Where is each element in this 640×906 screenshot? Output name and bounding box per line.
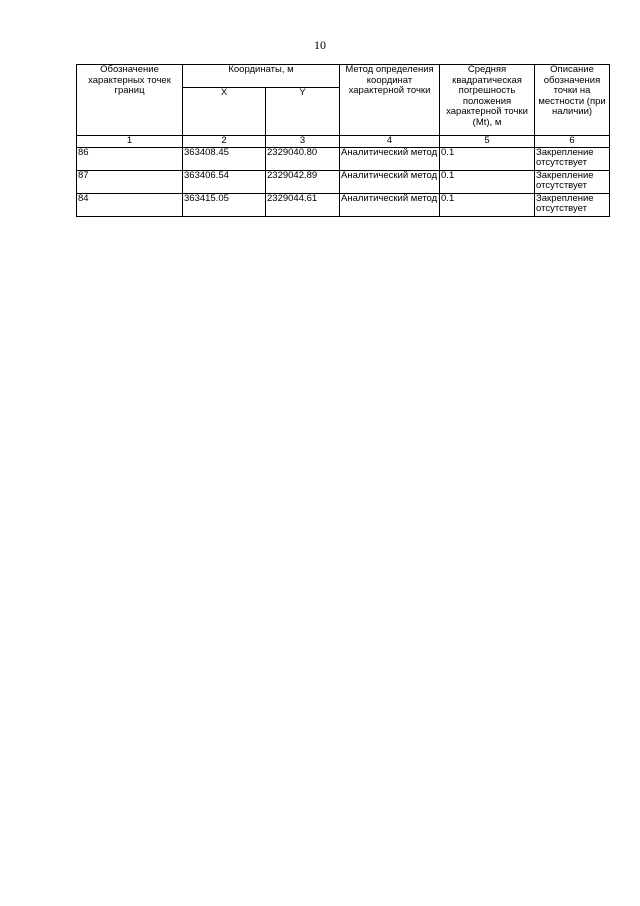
column-number: 6: [535, 136, 610, 148]
table-row: [77, 193, 610, 216]
x-cell: 363406.54: [183, 170, 266, 193]
column-number: 2: [183, 136, 266, 148]
column-number: 5: [440, 136, 535, 148]
header-y: Y: [266, 88, 340, 136]
point-cell: 84: [77, 193, 183, 216]
header-method: Метод определения координат характерной точки: [340, 65, 440, 136]
description-cell: Закрепление отсутствует: [535, 170, 610, 193]
error-cell: 0.1: [440, 147, 535, 170]
description-cell: Закрепление отсутствует: [535, 193, 610, 216]
method-cell: Аналитический метод: [340, 193, 440, 216]
column-number: 3: [266, 136, 340, 148]
table-header-row: [77, 65, 610, 88]
y-cell: 2329040.80: [266, 147, 340, 170]
header-mean-error: Средняя квадратическая погрешность положения характерной точки (Mt), м: [440, 65, 535, 136]
column-number: 4: [340, 136, 440, 148]
point-cell: 87: [77, 170, 183, 193]
header-coordinates: Координаты, м: [183, 65, 340, 88]
header-x: X: [183, 88, 266, 136]
y-cell: 2329042.89: [266, 170, 340, 193]
coordinates-table: [76, 64, 610, 217]
table-row: [77, 170, 610, 193]
y-cell: 2329044.61: [266, 193, 340, 216]
table-row: [77, 147, 610, 170]
page-number: 10: [314, 38, 326, 52]
method-cell: Аналитический метод: [340, 170, 440, 193]
error-cell: 0.1: [440, 170, 535, 193]
x-cell: 363408.45: [183, 147, 266, 170]
column-number: 1: [77, 136, 183, 148]
column-number-row: [77, 136, 610, 148]
header-point-designation: Обозначение характерных точек границ: [77, 65, 183, 136]
description-cell: Закрепление отсутствует: [535, 147, 610, 170]
error-cell: 0.1: [440, 193, 535, 216]
header-description: Описание обозначения точки на местности (при наличии): [535, 65, 610, 136]
method-cell: Аналитический метод: [340, 147, 440, 170]
x-cell: 363415.05: [183, 193, 266, 216]
point-cell: 86: [77, 147, 183, 170]
